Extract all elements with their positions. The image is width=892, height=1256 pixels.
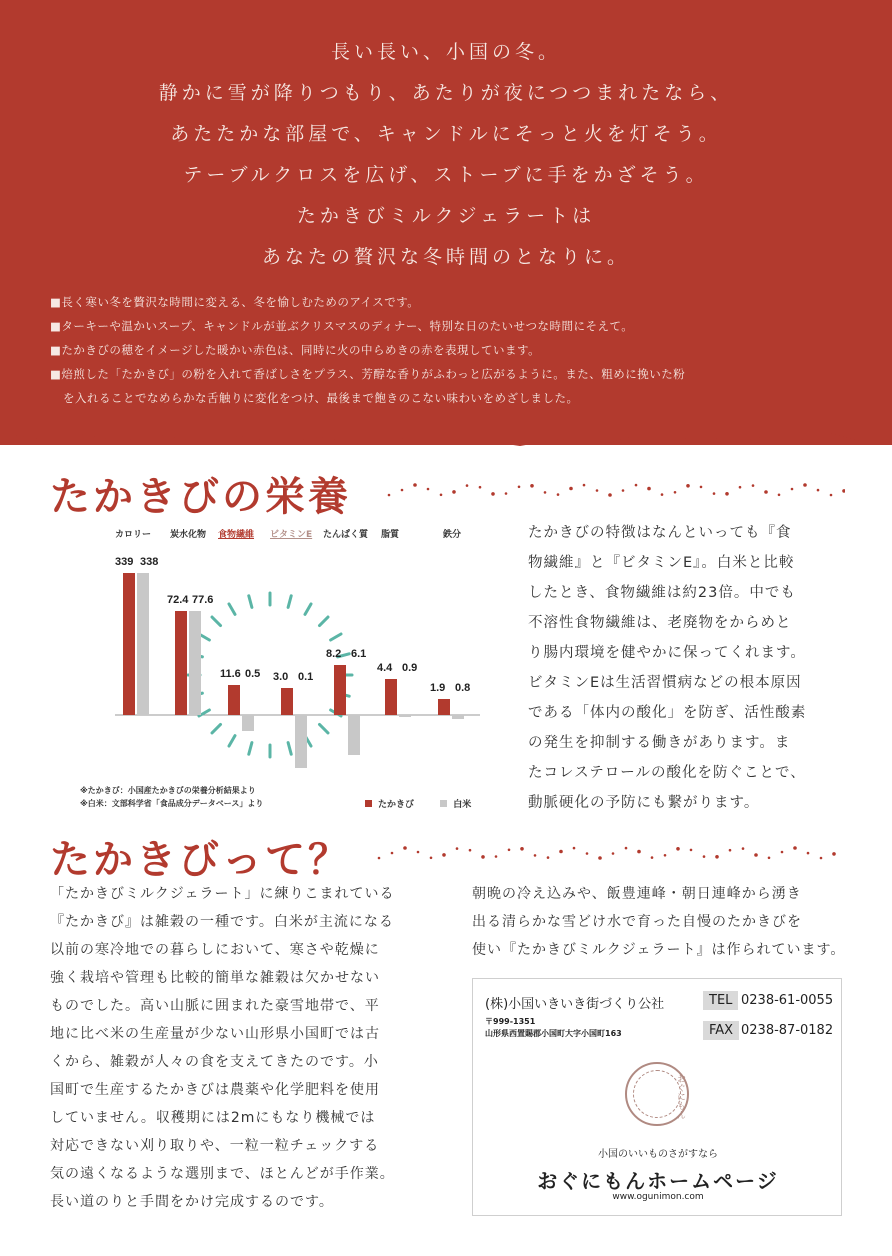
- body-line: 使い『たかきびミルクジェラート』は作られています。: [472, 942, 846, 958]
- poem-line: テーブルクロスを広げ、ストーブに手をかざそう。: [183, 164, 709, 186]
- value-label: 0.5: [245, 668, 261, 680]
- legend-swatch-hakumai: [440, 800, 447, 807]
- body-line: 長い道のりと手間をかけ完成するのです。: [50, 1194, 334, 1210]
- dotted-divider: [375, 843, 845, 863]
- value-label: 0.1: [298, 671, 314, 683]
- bar-hakumai: [189, 611, 201, 715]
- value-label: 0.9: [402, 662, 418, 674]
- note-line: を入れることでなめらかな舌触りに変化をつけ、最後まで飽きのこない味わいをめざしました。: [63, 391, 579, 405]
- chart-legend: [365, 797, 471, 810]
- address: 山形県西置賜郡小国町大字小国町163: [485, 1029, 622, 1038]
- bar-takakibi: [123, 573, 135, 715]
- zip-code: 〒999-1351: [485, 1017, 536, 1026]
- body-line: 対応できない刈り取りや、一粒一粒チェックする: [50, 1138, 380, 1154]
- bar-hakumai: [137, 573, 149, 715]
- poem-line: 長い長い、小国の冬。: [330, 41, 561, 63]
- body-line: である「体内の酸化」を防ぎ、活性酸素: [528, 705, 807, 721]
- body-line: 以前の寒冷地での暮らしにおいて、寒さや乾燥に: [50, 942, 380, 958]
- category-label: カロリー: [115, 530, 152, 540]
- company-address: [485, 1016, 622, 1040]
- nutrition-chart: [95, 520, 500, 820]
- source-note: ※たかきび：小国産たかきびの栄養分析結果より: [80, 786, 256, 795]
- poem-line: あなたの贅沢な冬時間のとなりに。: [261, 246, 630, 268]
- body-line: 強く栽培や管理も比較的簡単な雑穀は欠かせない: [50, 970, 380, 986]
- value-label: 6.1: [351, 648, 367, 660]
- bar-hakumai: [452, 715, 464, 719]
- body-line: たコレステロールの酸化を防ぐことで、: [528, 765, 806, 781]
- body-line: したとき、食物繊維は約23倍。中でも: [528, 585, 796, 601]
- body-line: 動脈硬化の予防にも繋がります。: [528, 795, 760, 811]
- nutrition-title: たかきびの栄養: [50, 474, 351, 520]
- category-label: 炭水化物: [170, 530, 207, 540]
- body-line: 「たかきびミルクジェラート」に練りこまれている: [50, 886, 395, 902]
- banner-torn-edge: [0, 415, 892, 465]
- bar-takakibi: [334, 665, 346, 715]
- bar-takakibi: [438, 699, 450, 715]
- fax-label: FAX: [703, 1021, 739, 1040]
- bar-takakibi: [385, 679, 397, 715]
- note-line: ■たかきびの穂をイメージした暖かい赤色は、同時に火の中らめきの赤を表現しています。: [50, 343, 541, 357]
- legend-label: たかきび: [378, 800, 415, 810]
- homepage-url[interactable]: www.ogunimon.com: [612, 1192, 704, 1202]
- body-line: 国町で生産するたかきびは農薬や化学肥料を使用: [50, 1082, 380, 1098]
- tel-number[interactable]: 0238-61-0055: [741, 993, 834, 1008]
- value-label: 0.8: [455, 682, 471, 694]
- value-label: 11.6: [220, 668, 241, 680]
- homepage-title[interactable]: おぐにもんホームページ: [537, 1169, 779, 1193]
- body-line: 物繊維』と『ビタミンE』。白米と比較: [528, 555, 795, 571]
- note-line: ■長く寒い冬を贅沢な時間に変える、冬を愉しむためのアイスです。: [50, 295, 420, 309]
- category-label: 脂質: [381, 530, 400, 540]
- product-notes: [50, 290, 850, 410]
- category-label: たんぱく質: [323, 530, 369, 540]
- bar-hakumai: [399, 715, 411, 717]
- value-label: 4.4: [377, 662, 393, 674]
- note-line: ■焙煎した「たかきび」の粉を入れて香ばしさをプラス、芳醇な香りがふわっと広がるように。また、粗めに挽いた粉: [50, 367, 686, 381]
- note-line: ■ターキーや温かいスープ、キャンドルが並ぶクリスマスのディナー、特別な日のたいせつな時間にそえて。: [50, 319, 634, 333]
- legend-swatch-takakibi: [365, 800, 372, 807]
- body-line: 朝晩の冷え込みや、飯豊連峰・朝日連峰から湧き: [472, 886, 802, 902]
- tel-label: TEL: [703, 991, 738, 1010]
- body-line: くから、雑穀が人々の食を支えてきたのです。小: [50, 1054, 379, 1070]
- value-label: 72.4: [167, 594, 189, 606]
- about-title: たかきびって？: [50, 837, 351, 883]
- fax-number: 0238-87-0182: [741, 1023, 834, 1038]
- category-label: 食物繊維: [218, 530, 255, 540]
- legend-label: 白米: [453, 800, 472, 810]
- body-line: たかきびの特徴はなんといっても『食: [528, 525, 792, 541]
- ogunimon-stamp-logo: [625, 1062, 689, 1126]
- about-right-text: [472, 880, 845, 964]
- body-line: 不溶性食物繊維は、老廃物をからめと: [528, 615, 792, 631]
- contact-box: [472, 978, 842, 1216]
- highlight-ring: [188, 593, 352, 757]
- body-line: ものでした。高い山脈に囲まれた豪雪地帯で、平: [50, 998, 380, 1014]
- nutrition-body: [528, 518, 806, 818]
- body-line: 地に比べ米の生産量が少ない山形県小国町では古: [50, 1026, 380, 1042]
- poem: [0, 32, 892, 278]
- body-line: 出る清らかな雪どけ水で育った自慢のたかきびを: [472, 914, 802, 930]
- bar-takakibi: [281, 688, 293, 715]
- body-line: の発生を抑制する働きがあります。ま: [528, 735, 791, 751]
- value-label: 3.0: [273, 671, 289, 683]
- body-line: ビタミンEは生活習慣病などの根本原因: [528, 675, 802, 691]
- poem-line: あたたかな部屋で、キャンドルにそっと火を灯そう。: [170, 123, 722, 145]
- value-label: 338: [140, 556, 159, 568]
- bar-hakumai: [295, 715, 307, 768]
- value-label: 339: [115, 556, 134, 568]
- body-line: り腸内環境を健やかに保ってくれます。: [528, 645, 806, 661]
- bar-takakibi: [228, 685, 240, 715]
- value-label: 1.9: [430, 682, 446, 694]
- value-label: 8.2: [326, 648, 342, 660]
- source-note: ※白米：文部科学省「食品成分データベース」より: [80, 799, 264, 808]
- poem-line: たかきびミルクジェラートは: [296, 205, 596, 227]
- bar-takakibi: [175, 611, 187, 715]
- bar-hakumai: [242, 715, 254, 731]
- stamp-text: おぐにもん: [675, 1073, 685, 1119]
- bar-hakumai: [348, 715, 360, 755]
- value-label: 77.6: [192, 594, 214, 606]
- body-line: 気の遠くなるような選別まで、ほとんどが手作業。: [50, 1166, 395, 1182]
- body-line: 『たかきび』は雑穀の一種です。白米が主流になる: [50, 914, 394, 930]
- body-line: していません。収穫期には2mにもなり機械では: [50, 1110, 376, 1126]
- poem-line: 静かに雪が降りつもり、あたりが夜につつまれたなら、: [158, 82, 734, 104]
- category-label: ビタミンE: [270, 530, 313, 540]
- category-label: 鉄分: [443, 530, 462, 540]
- company-name: (株)小国いきいき街づくり公社: [485, 997, 665, 1012]
- chart-sources: [80, 784, 263, 810]
- homepage-tagline: 小国のいいものさがすなら: [598, 1149, 718, 1160]
- about-left-text: [50, 880, 395, 1216]
- dotted-divider: [385, 480, 845, 500]
